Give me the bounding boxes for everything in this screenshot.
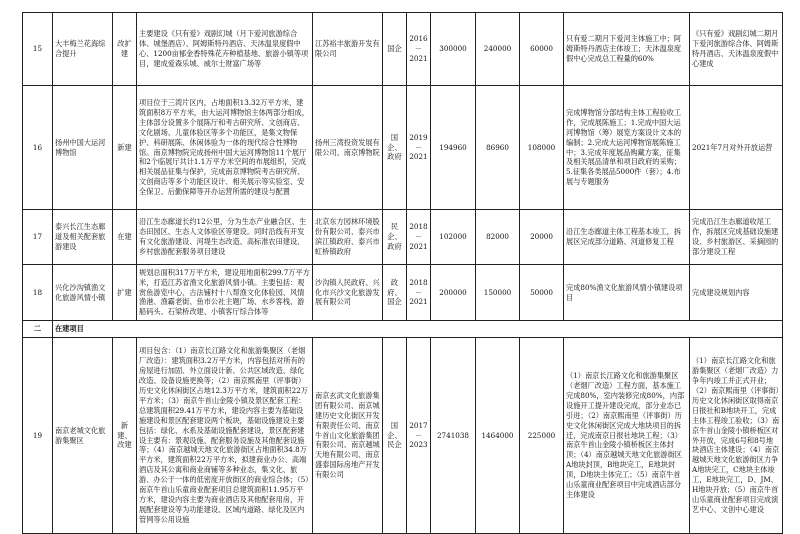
project-content: 规划总面积317万平方米，建设用地面积299.7万平方米，打造江苏省渔文化旅游风情小镇。主要包括：观赏鱼游览中心、古法铺村十八帮渔文化体验园、风情渔港、渔霸老街、鱼市公社主题广场、水乡客栈、游船码头、石梁桥改建、小镇客厅综合体等 bbox=[137, 265, 313, 321]
construction-years: 2019－2021 bbox=[407, 86, 431, 210]
table-row bbox=[23, 13, 783, 86]
total-investment: 2741038 bbox=[431, 338, 476, 534]
construction-years: 2018－2021 bbox=[407, 210, 431, 265]
construction-type: 在建 bbox=[113, 210, 137, 265]
completed-investment: 150000 bbox=[476, 265, 520, 321]
project-name: 扬州中国大运河博物馆 bbox=[53, 86, 113, 210]
planned-investment: 60000 bbox=[520, 13, 564, 86]
construction-type: 新建 bbox=[113, 86, 137, 210]
annual-target: （1）南京长江路文化和旅游集聚区（老烟厂改造）力争年内竣工并正式开业；（2）南京熙南里（评事街）历史文化休闲街区取得南京日报社和B地块开工，完成主体工程竣工验收；（3）南京牛首山金陵小镇桥板区对外开放，完成6号和8号地块酒店主体建设；（4）南京越城天地文化旅游街区力争A地块完工，C地块主体竣工，E地块完工，D、JM、H地块开放；（5）南京牛首山乐童商业配套项目完成演艺中心、文创中心建设 bbox=[690, 338, 783, 534]
annual-target: 完成建设规划内容 bbox=[690, 265, 783, 321]
project-owner: 北京东方园林环境股份有限公司、泰兴市滨江镇政府、泰兴市虹桥镇政府 bbox=[313, 210, 383, 265]
construction-years: 2018－2021 bbox=[407, 265, 431, 321]
planned-investment: 108000 bbox=[520, 86, 564, 210]
progress-status: 完成博物馆分部结构主体工程验收工作，完成展陈施工；1.完成中国大运河博物馆（筹）展览方案设计文本的编制；2.完成大运河博物馆展陈施工中；3.完成年度展品购藏方案，征集及相关展品清单和项目政府的采购；5.征集各类展品5000件（套）；4.布展与专题服务 bbox=[564, 86, 690, 210]
table-row bbox=[23, 86, 783, 210]
total-investment: 194960 bbox=[431, 86, 476, 210]
progress-status: 只有爱二期月下爱河主体施工中；阿姆斯特丹酒店主体竣工；天沐温泉度假中心完成总工程量的60% bbox=[564, 13, 690, 86]
completed-investment: 86960 bbox=[476, 86, 520, 210]
owner-nature: 民企、政府 bbox=[383, 210, 407, 265]
annual-target: 2021年7月对外开放运营 bbox=[690, 86, 783, 210]
completed-investment: 240000 bbox=[476, 13, 520, 86]
total-investment: 200000 bbox=[431, 265, 476, 321]
annual-target: 《只有爱》戏剧幻城二期月下爱河旅游综合体、阿姆斯特丹酒店、天沐温泉度假中心建成 bbox=[690, 13, 783, 86]
section-title: 在建项目 bbox=[53, 321, 783, 338]
row-index: 18 bbox=[23, 265, 53, 321]
project-owner: 扬州三湾投资发展有限公司、南京博物院 bbox=[313, 86, 383, 210]
project-name: 兴化沙沟镇渔文化旅游风情小镇 bbox=[53, 265, 113, 321]
section-number: 二 bbox=[23, 321, 53, 338]
construction-type: 新建、改建 bbox=[113, 338, 137, 534]
progress-status: 沿江生态廊道主体工程基本竣工，拆展区完成部分道路、河道修复工程 bbox=[564, 210, 690, 265]
project-content: 项目包含：（1）南京长江路文化和旅游集聚区（老烟厂改造）：建筑面积3.2万平方米，内容包括对所有的房屋进行加固、外立面设计新、公共区域改造、绿化改造、设备设施更换等；（2）南京熙南里（评事街）历史文化休闲街区占地12.3万平方米，建筑面积22万平方米；（3）南京牛首山金陵小镇及景区配套工程：总建筑面积29.41万平方米，建设内容主要为基础设施建设和景区配套建设两个板块，基础设施建设主要包括：绿化、水系及基础设施配套建设，景区配套建设主要有：景观设施、配套服务设施及其他配套设施等；（4）南京越城天地文化旅游街区占地面积34.8万平方米，建筑面积22万平方米，拟建商业办公、高端酒店及其公寓和商业商铺等多种业态，集文化、旅游、办公于一体的低密度开放街区的商业综合体；（5）南京牛首山乐童商业配套项目总建筑面积11.95万平方米，建设内容主要为商业酒店及其他配套用房，开展配套建设等为功能建设、区域内道路、绿化及区内管网等公用设施 bbox=[137, 338, 313, 534]
row-index: 16 bbox=[23, 86, 53, 210]
row-index: 19 bbox=[23, 338, 53, 534]
construction-type: 扩建 bbox=[113, 265, 137, 321]
construction-years: 2017－2023 bbox=[407, 338, 431, 534]
project-table bbox=[22, 12, 783, 534]
owner-nature: 国企、民企 bbox=[383, 338, 407, 534]
construction-years: 2016－2021 bbox=[407, 13, 431, 86]
project-owner: 南京玄武文化旅游集团有限公司、南京城建历史文化街区开发有限责任公司、南京牛首山文化旅游集团有限公司、南京越城天地有限公司、南京盛泰国际房地产开发有限公司 bbox=[313, 338, 383, 534]
table-row bbox=[23, 210, 783, 265]
owner-nature: 国企 bbox=[383, 13, 407, 86]
total-investment: 300000 bbox=[431, 13, 476, 86]
table-row bbox=[23, 265, 783, 321]
owner-nature: 国企、政府 bbox=[383, 86, 407, 210]
project-name: 大丰梅兰花海综合提升 bbox=[53, 13, 113, 86]
project-name: 南京老城文化旅游集聚区 bbox=[53, 338, 113, 534]
row-index: 17 bbox=[23, 210, 53, 265]
construction-type: 改扩建 bbox=[113, 13, 137, 86]
progress-status: （1）南京长江路文化和旅游集聚区（老烟厂改造）工程方面，基本施工完成80%，室内装修完成80%，内部设施开工提升建设完成，部分业态已引进；（2）南京熙南里（评事街）历史文化休闲街区完成大地块项目的拆迁，完成南京日报社地块工程；（3）南京牛首山金陵小镇桥板区主体封顶；（4）南京越城天地文化旅游街区A地块封顶，B地块完工，E地块封顶，D地块主体完工；（5）南京牛首山乐童商业配套项目中完成酒店部分主体建设 bbox=[564, 338, 690, 534]
row-index: 15 bbox=[23, 13, 53, 86]
project-content: 主要建设《只有爱》戏剧幻城（月下爱河旅游综合体、城堡酒店）、阿姆斯特丹酒店、天沐温泉度假中心、1200亩郁金香特殊花卉种植基地、旅游小镇等项目，建成爱森乐城、威尔士财富广场等 bbox=[137, 13, 313, 86]
planned-investment: 225000 bbox=[520, 338, 564, 534]
completed-investment: 1464000 bbox=[476, 338, 520, 534]
project-owner: 沙沟镇人民政府、兴化市兴沙文化旅游发展有限公司 bbox=[313, 265, 383, 321]
section-header-row bbox=[23, 321, 783, 338]
annual-target: 完成沿江生态廊道收尾工作，拆展区完成基础设施建设、乡村旅游区、采摘园的部分建设工程 bbox=[690, 210, 783, 265]
owner-nature: 政府、国企 bbox=[383, 265, 407, 321]
planned-investment: 50000 bbox=[520, 265, 564, 321]
planned-investment: 20000 bbox=[520, 210, 564, 265]
table-row bbox=[23, 338, 783, 534]
completed-investment: 82000 bbox=[476, 210, 520, 265]
progress-status: 完成80%渔文化旅游风情小镇建设项目 bbox=[564, 265, 690, 321]
project-name: 泰兴长江生态廊道及相关配套旅游建设 bbox=[53, 210, 113, 265]
total-investment: 102000 bbox=[431, 210, 476, 265]
project-owner: 江苏裕丰旅游开发有限公司 bbox=[313, 13, 383, 86]
project-content: 项目位于三湾片区内，占地面积13.32万平方米，建筑面积8万平方米，由大运河博物馆主体两部分组成，主体部分设置多个展陈厅和考古研究所、文创商店、文化剧场、儿童体验区等多个功能区，是集文物保护、科研展陈、休闲体验为一体的现代综合性博物馆。南京博物院完成扬州中国大运河博物馆11个展厅和2个临展厅共计1.1万平方米空间的布展组织，完成相关展品征集与保护，完成南京博物院考古研究所、文创商店等多个功能区设计、相关展示等实验室、安全保卫、后勤保障等开办运营所需的建设与配置 bbox=[137, 86, 313, 210]
project-content: 沿江生态廊道长约12公里，分为生态产业融合区、生态田园区、生态人文体验区等建设。同时沿线有开发有文化旅游建设、河堤生态改造、高标准农田建设、乡村旅游配套服务项目建设 bbox=[137, 210, 313, 265]
